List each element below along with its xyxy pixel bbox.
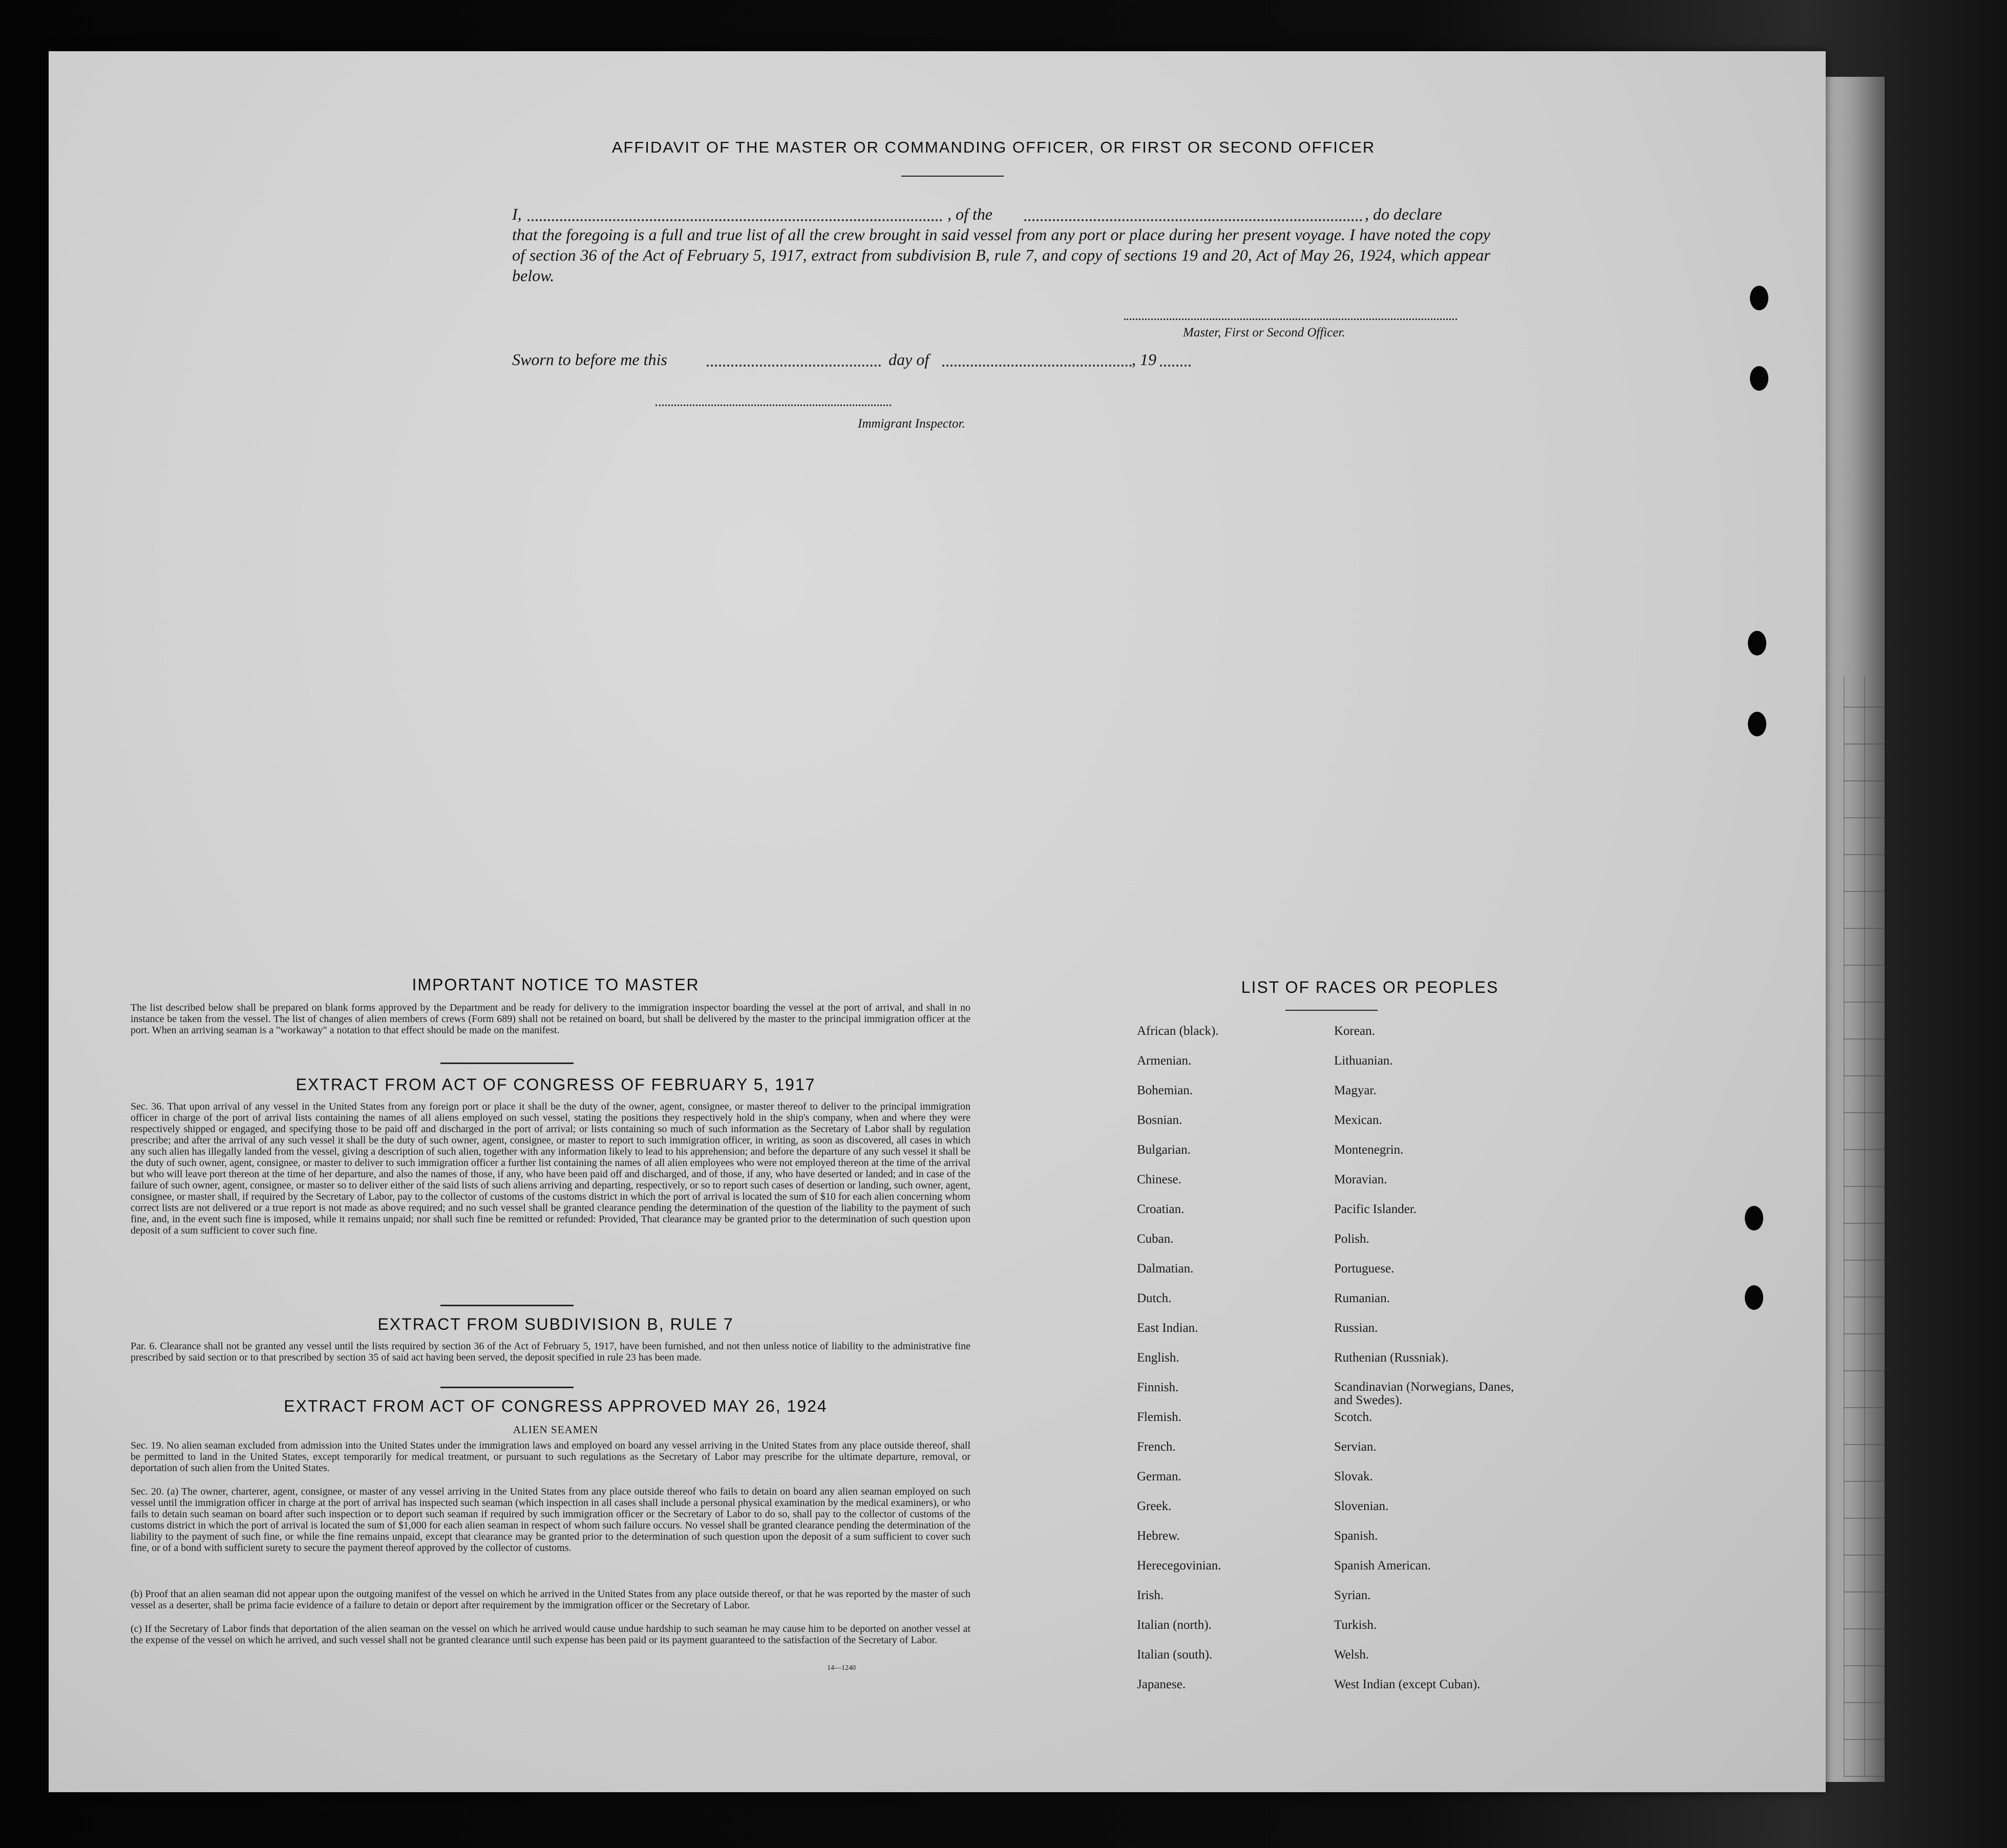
do-declare-label: , do declare [1365,205,1442,223]
extract-1924-sec20a: Sec. 20. (a) The owner, charterer, agent, consignee, or master of any vessel arriving in the United States from any place outside thereof who fails to detain on board any alien seaman employed on such vessel until the immigration officer in charge at the port of arrival has inspected such seaman (which inspection in all cases shall include a personal physical examination by the medical examiners), or who fails to detain such seaman on board after such inspection or to deport such seaman if required by such immigration officer or the Secretary of Labor to do so, shall pay to the collector of customs of the customs district in which the port of arrival is located the sum of $1,000 for each alien seaman in respect of whom such failure occurs. No vessel shall be granted clearance pending the determination of the liability to the payment of such fine, or while the fine remains unpaid, except that clearance may be granted prior to the determination of such question upon the deposit of a sum sufficient to cover such fine, or of a bond with sufficient surety to secure the payment thereof approved by the collector of customs. [131,1486,970,1554]
races-rule [1285,1010,1378,1011]
race-item: Polish. [1334,1232,1369,1246]
race-item: Bohemian. [1137,1084,1193,1097]
alien-seamen-subtitle: ALIEN SEAMEN [513,1424,599,1436]
race-item: Chinese. [1137,1173,1181,1186]
race-item: Scandinavian (Norwegians, Danes, and Swedes). [1334,1380,1514,1407]
year-label: , 19 [1132,350,1156,369]
document-page [49,51,1826,1792]
inspector-signature-blank [656,405,891,406]
notice-body: The list described below shall be prepared on blank forms approved by the Department and be ready for delivery to the immigration inspector boarding the vessel at the port of arrival, and shall in no instance be taken from the vessel. The list of changes of alien members of crews (Form 689) shall not be retained on board, but shall be delivered by the master to the principal immigration officer at the port. When an arriving seaman is a "workaway" a notation to that effect should be made on the manifest. [131,1002,970,1036]
binder-hole [1748,712,1766,736]
race-item: Mexican. [1334,1113,1382,1127]
race-item: Flemish. [1137,1410,1181,1424]
extract-1917-body: Sec. 36. That upon arrival of any vessel in the United States from any foreign port or place it shall be the duty of the owner, agent, consignee, or master thereof to deliver to the principal immigration officer in charge of the port of arrival lists containing the names of all aliens employed on such vessel, stating the positions they respectively hold in the ship's company, when and where they were respectively shipped or engaged, and specifying those to be paid off and discharged in the port of arrival; or lists containing so much of such information as the Secretary of Labor shall by regulation prescribe; and after the arrival of any such vessel it shall be the duty of such owner, agent, consignee, or master to report to such immigration officer, in writing, as soon as discovered, all cases in which any such alien has illegally landed from the vessel, giving a description of such alien, together with any information likely to lead to his apprehension; and before the departure of any such vessel it shall be the duty of such owner, agent, consignee, or master to deliver to such immigration officer a further list containing the names of all alien employees who were not employed thereon at the time of the arrival but who will leave port thereon at the time of her departure, and also the names of those, if any, who have been paid off and discharged, and of those, if any, who have deserted or landed; and in case of the failure of such owner, agent, consignee, or master so to deliver either of the said lists of such aliens arriving and departing, respectively, or so to report such cases of desertion or landing, such owner, agent, consignee, or master shall, if required by the Secretary of Labor, pay to the collector of customs of the customs district in which the port of arrival is located the sum of $10 for each alien concerning whom correct lists are not delivered or a true report is not made as above required; and no such vessel shall be granted clearance pending the determination of the question of the liability to the payment of such fine, and, in the event such fine is imposed, while it remains unpaid; nor shall such fine be remitted or refunded: Provided, That clearance may be granted prior to the determination of such question upon deposit of a sum sufficient to cover such fine. [131,1101,970,1236]
race-item: Ruthenian (Russniak). [1334,1351,1449,1365]
race-item: Montenegrin. [1334,1143,1404,1157]
race-item: Portuguese. [1334,1262,1395,1276]
extract-1924-sec20c: (c) If the Secretary of Labor finds that deportation of the alien seaman on the vessel on which he arrived would cause undue hardship to such seaman he may cause him to be deported on another vessel at the expense of the vessel on which he arrived, and such vessel shall not be granted clearance until such expense has been paid or its payment guaranteed to the satisfaction of the Secretary of Labor. [131,1623,970,1646]
form-number: 14—1240 [827,1664,856,1672]
race-item: Herecegovinian. [1137,1559,1221,1573]
race-item: Russian. [1334,1321,1378,1335]
race-item: Pacific Islander. [1334,1202,1417,1216]
race-item: Magyar. [1334,1084,1377,1097]
of-the-label: , of the [947,205,992,223]
race-item: Japanese. [1137,1677,1186,1691]
race-item: Spanish. [1334,1529,1378,1543]
race-item: Rumanian. [1334,1291,1390,1305]
race-item: Dutch. [1137,1291,1172,1305]
affidavit-title: AFFIDAVIT OF THE MASTER OR COMMANDING OFFICER, OR FIRST OR SECOND OFFICER [611,138,1376,156]
extract-1924-sec19: Sec. 19. No alien seaman excluded from admission into the United States under the immigration laws and employed on board any vessel arriving in the United States from any place outside thereof, shall be permitted to land in the United States, except temporarily for medical treatment, or pursuant to such regulations as the Secretary of Labor may prescribe for the ultimate departure, removal, or deportation of such alien from the United States. [131,1440,970,1474]
race-item: Lithuanian. [1334,1054,1393,1068]
sworn-month-blank [942,365,1132,367]
rule7-title: EXTRACT FROM SUBDIVISION B, RULE 7 [377,1315,734,1333]
vessel-blank [1024,219,1362,221]
race-item: Moravian. [1334,1173,1387,1186]
race-item: Servian. [1334,1440,1377,1454]
extract-1917-title: EXTRACT FROM ACT OF CONGRESS OF FEBRUARY 5, 1917 [295,1075,816,1094]
binder-hole [1745,1285,1763,1310]
race-item: Welsh. [1334,1648,1369,1662]
sworn-label: Sworn to before me this [512,350,667,369]
race-item: Syrian. [1334,1588,1371,1602]
sworn-day-blank [707,365,881,367]
rule7-rule [440,1387,574,1388]
name-blank [527,219,942,221]
affidavit-line-1 [512,204,1490,224]
race-item: Korean. [1334,1024,1375,1038]
race-item: Hebrew. [1137,1529,1180,1543]
extract-1917-rule [440,1305,574,1306]
binder-hole [1750,366,1768,391]
rule7-body: Par. 6. Clearance shall not be granted any vessel until the lists required by section 36 of the Act of February 5, 1917, have been furnished, and not then unless notice of liability to the administrative fine prescribed by said section or to that prescribed by section 35 of said act having been served, the deposit specified in rule 23 has been made. [131,1341,970,1363]
binder-hole [1745,1206,1763,1230]
day-of-label: day of [889,350,929,369]
race-item: Bulgarian. [1137,1143,1191,1157]
race-item: Greek. [1137,1499,1172,1513]
i-label: I, [512,205,522,223]
race-item: Croatian. [1137,1202,1185,1216]
races-title: LIST OF RACES OR PEOPLES [1241,978,1499,996]
race-item: Dalmatian. [1137,1262,1194,1276]
race-item: Slovak. [1334,1470,1373,1483]
underlying-page-grid [1844,676,1885,1777]
title-rule [901,176,1004,177]
signature-caption: Master, First or Second Officer. [1183,326,1345,339]
notice-rule [440,1063,574,1064]
race-item: French. [1137,1440,1176,1454]
extract-1924-title: EXTRACT FROM ACT OF CONGRESS APPROVED MAY 26, 1924 [284,1397,828,1415]
affidavit-body: that the foregoing is a full and true list of all the crew brought in said vessel from any port or place during her present voyage. I have noted the copy of section 36 of the Act of February 5, 1917, extract from subdivision B, rule 7, and copy of sections 19 and 20, Act of May 26, 1924, which appear below. [512,225,1490,285]
race-item: East Indian. [1137,1321,1198,1335]
inspector-caption: Immigrant Inspector. [858,417,965,431]
race-item: Italian (south). [1137,1648,1213,1662]
race-item: Cuban. [1137,1232,1174,1246]
binder-hole [1750,286,1768,310]
race-item: Turkish. [1334,1618,1377,1632]
race-item: Bosnian. [1137,1113,1182,1127]
race-item: Slovenian. [1334,1499,1389,1513]
race-item: English. [1137,1351,1179,1365]
binder-hole [1748,631,1766,655]
race-item: Finnish. [1137,1380,1179,1394]
signature-blank [1124,318,1457,320]
sworn-year-blank [1160,365,1191,367]
notice-title: IMPORTANT NOTICE TO MASTER [412,975,700,994]
race-item: African (black). [1137,1024,1219,1038]
extract-1924-sec20b: (b) Proof that an alien seaman did not appear upon the outgoing manifest of the vessel on which he arrived in the United States from any place outside thereof, or that he was reported by the master of such vessel as a deserter, shall be prima facie evidence of a failure to detain or deport after requirement by the immigration officer or the Secretary of Labor. [131,1588,970,1611]
sworn-line [512,349,1280,370]
race-item: Spanish American. [1334,1559,1431,1573]
race-item: Scotch. [1334,1410,1372,1424]
race-item: German. [1137,1470,1181,1483]
race-item: Irish. [1137,1588,1164,1602]
race-item: West Indian (except Cuban). [1334,1677,1481,1691]
race-item: Armenian. [1137,1054,1192,1068]
race-item: Italian (north). [1137,1618,1212,1632]
